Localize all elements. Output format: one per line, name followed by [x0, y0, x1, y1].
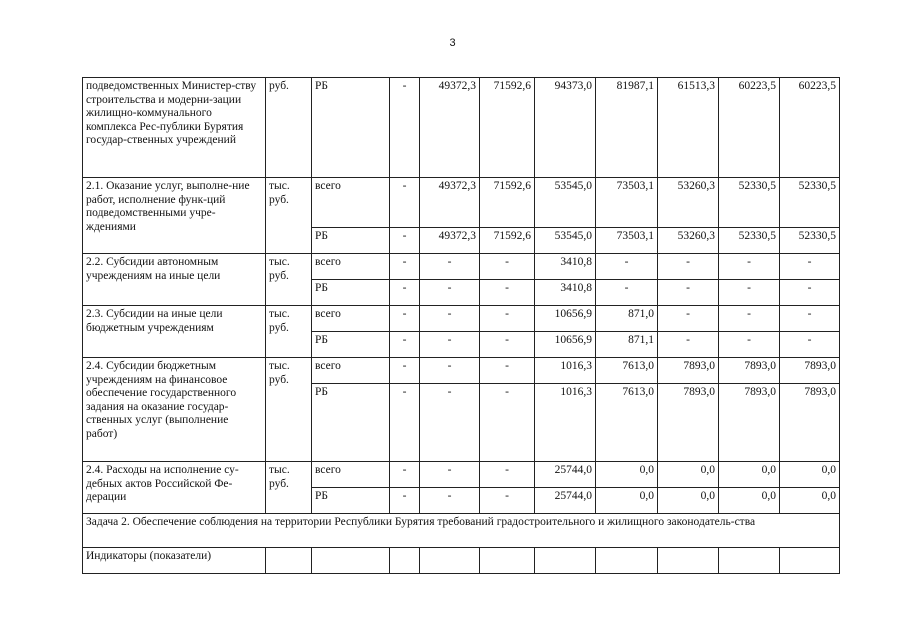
value-cell: 7893,0 [780, 384, 840, 462]
table-row [83, 254, 840, 280]
value-cell: - [420, 358, 480, 384]
value-cell: - [719, 306, 780, 332]
value-cell: - [596, 280, 658, 306]
value-cell: - [420, 254, 480, 280]
funding-source: всего [312, 306, 390, 332]
row-description: 2.3. Субсидии на иные цели бюджетным учреждениям [83, 306, 266, 358]
page-number: 3 [449, 37, 456, 49]
value-cell: - [719, 254, 780, 280]
value-cell: 53260,3 [658, 228, 719, 254]
value-cell: - [780, 306, 840, 332]
value-cell: - [780, 254, 840, 280]
value-cell: - [596, 254, 658, 280]
value-cell: 52330,5 [780, 228, 840, 254]
empty-cell [535, 548, 596, 574]
value-cell: - [780, 280, 840, 306]
value-cell: 49372,3 [420, 178, 480, 228]
empty-cell [390, 548, 420, 574]
value-cell: - [780, 332, 840, 358]
funding-source: РБ [312, 228, 390, 254]
value-cell: 25744,0 [535, 488, 596, 514]
value-cell: - [420, 280, 480, 306]
value-cell: - [390, 384, 420, 462]
empty-cell [480, 548, 535, 574]
value-cell: 60223,5 [719, 78, 780, 178]
value-cell: 7893,0 [719, 358, 780, 384]
table-body [83, 78, 840, 574]
value-cell: 52330,5 [719, 178, 780, 228]
table-row [83, 358, 840, 384]
value-cell: 10656,9 [535, 306, 596, 332]
value-cell: 871,1 [596, 332, 658, 358]
empty-cell [596, 548, 658, 574]
value-cell: - [480, 306, 535, 332]
value-cell: 0,0 [596, 462, 658, 488]
value-cell: - [390, 358, 420, 384]
row-description: 2.4. Субсидии бюджетным учреждениям на финансовое обеспечение государственного задания на оказание государ-ственных услуг (выполнение работ) [83, 358, 266, 462]
row-description: подведомственных Министер-ству строительства и модерни-зации жилищно-коммунального комплекса Рес-публики Бурятия государ-ственных учреждений [83, 78, 266, 178]
funding-source: РБ [312, 78, 390, 178]
table-row [83, 78, 840, 178]
value-cell: - [390, 280, 420, 306]
value-cell: 7893,0 [658, 384, 719, 462]
table-row [83, 306, 840, 332]
value-cell: - [719, 332, 780, 358]
value-cell: 71592,6 [480, 178, 535, 228]
empty-cell [266, 548, 312, 574]
value-cell: 94373,0 [535, 78, 596, 178]
value-cell: 52330,5 [719, 228, 780, 254]
value-cell: 1016,3 [535, 384, 596, 462]
value-cell: - [390, 462, 420, 488]
value-cell: - [390, 332, 420, 358]
funding-source: РБ [312, 280, 390, 306]
value-cell: 7893,0 [658, 358, 719, 384]
value-cell: - [480, 384, 535, 462]
row-unit: тыс. руб. [266, 254, 312, 306]
value-cell: 49372,3 [420, 228, 480, 254]
funding-source: всего [312, 358, 390, 384]
value-cell: 53260,3 [658, 178, 719, 228]
value-cell: 0,0 [780, 462, 840, 488]
value-cell: - [658, 332, 719, 358]
value-cell: 71592,6 [480, 228, 535, 254]
value-cell: - [480, 332, 535, 358]
value-cell: - [658, 254, 719, 280]
empty-cell [780, 548, 840, 574]
value-cell: - [480, 358, 535, 384]
value-cell: - [390, 488, 420, 514]
value-cell: - [420, 306, 480, 332]
funding-source: всего [312, 462, 390, 488]
empty-cell [719, 548, 780, 574]
value-cell: 53545,0 [535, 228, 596, 254]
value-cell: 81987,1 [596, 78, 658, 178]
value-cell: 60223,5 [780, 78, 840, 178]
value-cell: - [420, 332, 480, 358]
value-cell: - [420, 384, 480, 462]
value-cell: 0,0 [658, 488, 719, 514]
table-row [83, 178, 840, 228]
value-cell: - [390, 178, 420, 228]
value-cell: - [480, 280, 535, 306]
value-cell: - [719, 280, 780, 306]
value-cell: 61513,3 [658, 78, 719, 178]
row-unit: тыс. руб. [266, 462, 312, 514]
empty-cell [658, 548, 719, 574]
value-cell: 0,0 [596, 488, 658, 514]
value-cell: 73503,1 [596, 228, 658, 254]
funding-source: всего [312, 254, 390, 280]
value-cell: 0,0 [658, 462, 719, 488]
value-cell: - [420, 462, 480, 488]
value-cell: - [480, 462, 535, 488]
funding-source: РБ [312, 488, 390, 514]
value-cell: 7613,0 [596, 384, 658, 462]
value-cell: 3410,8 [535, 254, 596, 280]
value-cell: 7613,0 [596, 358, 658, 384]
value-cell: 7893,0 [719, 384, 780, 462]
indicators-label: Индикаторы (показатели) [83, 548, 266, 574]
value-cell: - [658, 306, 719, 332]
empty-cell [420, 548, 480, 574]
value-cell: 49372,3 [420, 78, 480, 178]
empty-cell [312, 548, 390, 574]
value-cell: - [480, 254, 535, 280]
value-cell: - [420, 488, 480, 514]
indicators-row [83, 548, 840, 574]
value-cell: - [390, 306, 420, 332]
value-cell: 0,0 [719, 462, 780, 488]
value-cell: - [658, 280, 719, 306]
row-description: 2.4. Расходы на исполнение су-дебных актов Российской Фе-дерации [83, 462, 266, 514]
value-cell: 1016,3 [535, 358, 596, 384]
row-unit: тыс. руб. [266, 306, 312, 358]
funding-source: РБ [312, 384, 390, 462]
value-cell: 0,0 [719, 488, 780, 514]
value-cell: 52330,5 [780, 178, 840, 228]
row-unit: руб. [266, 78, 312, 178]
value-cell: 871,0 [596, 306, 658, 332]
budget-table [82, 77, 840, 574]
value-cell: 0,0 [780, 488, 840, 514]
task-row [83, 514, 840, 548]
funding-source: РБ [312, 332, 390, 358]
value-cell: 7893,0 [780, 358, 840, 384]
row-unit: тыс. руб. [266, 178, 312, 254]
value-cell: 10656,9 [535, 332, 596, 358]
value-cell: - [480, 488, 535, 514]
value-cell: - [390, 228, 420, 254]
value-cell: 53545,0 [535, 178, 596, 228]
table-row [83, 462, 840, 488]
row-description: 2.2. Субсидии автономным учреждениям на иные цели [83, 254, 266, 306]
value-cell: 71592,6 [480, 78, 535, 178]
value-cell: 3410,8 [535, 280, 596, 306]
task-description: Задача 2. Обеспечение соблюдения на территории Республики Бурятия требований градостроительного и жилищного законодатель-ства [83, 514, 840, 548]
row-unit: тыс. руб. [266, 358, 312, 462]
value-cell: 73503,1 [596, 178, 658, 228]
row-description: 2.1. Оказание услуг, выполне-ние работ, исполнение функ-ций подведомственными учре-ждениями [83, 178, 266, 254]
value-cell: - [390, 78, 420, 178]
funding-source: всего [312, 178, 390, 228]
value-cell: - [390, 254, 420, 280]
value-cell: 25744,0 [535, 462, 596, 488]
